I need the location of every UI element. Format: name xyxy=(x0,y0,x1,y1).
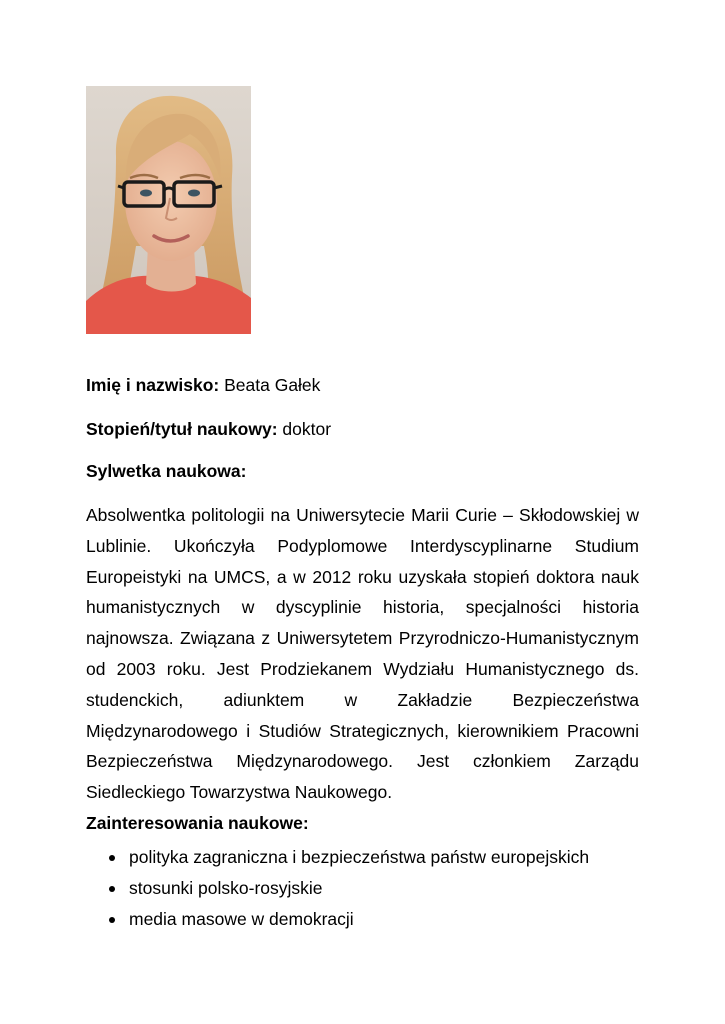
list-item xyxy=(86,873,646,904)
list-item xyxy=(86,842,646,873)
bio-paragraph: Absolwentka politologii na Uniwersytecie Marii Curie – Skłodowskiej w Lublinie. Ukończyła Podyplomowe Interdyscyplinarne Studium Europeistyki na UMCS, a w 2012 roku uzyskała stopień doktora nauk humanistycznych w dyscyplinie historia, specjalności historia najnowsza. Związana z Uniwersytetem Przyrodniczo-Humanistycznym od 2003 roku. Jest Prodziekanem Wydziału Humanistycznego ds. studenckich, adiunktem w Zakładzie Bezpieczeństwa Międzynarodowego i Studiów Strategicznych, kierownikiem Pracowni Bezpieczeństwa Międzynarodowego. Jest członkiem Zarządu Siedleckiego Towarzystwa Naukowego. xyxy=(86,505,639,803)
degree-value: doktor xyxy=(282,419,332,439)
bullet-icon xyxy=(109,917,115,923)
name-label: Imię i nazwisko: xyxy=(86,375,220,395)
interest-text: stosunki polsko-rosyjskie xyxy=(129,878,323,898)
bio-heading-text: Sylwetka naukowa: xyxy=(86,461,247,481)
profile-photo xyxy=(86,86,251,334)
interests-list xyxy=(86,842,646,935)
bio-heading xyxy=(86,460,246,482)
portrait-illustration xyxy=(86,86,251,334)
name-value: Beata Gałek xyxy=(224,375,321,395)
degree-row xyxy=(86,418,331,440)
degree-label: Stopień/tytuł naukowy: xyxy=(86,419,278,439)
bullet-icon xyxy=(109,855,115,861)
list-item xyxy=(86,904,646,935)
name-row xyxy=(86,374,320,396)
interest-text: media masowe w demokracji xyxy=(129,909,354,929)
interest-text: polityka zagraniczna i bezpieczeństwa państw europejskich xyxy=(129,847,590,867)
bullet-icon xyxy=(109,886,115,892)
interests-heading: Zainteresowania naukowe: xyxy=(86,813,309,833)
